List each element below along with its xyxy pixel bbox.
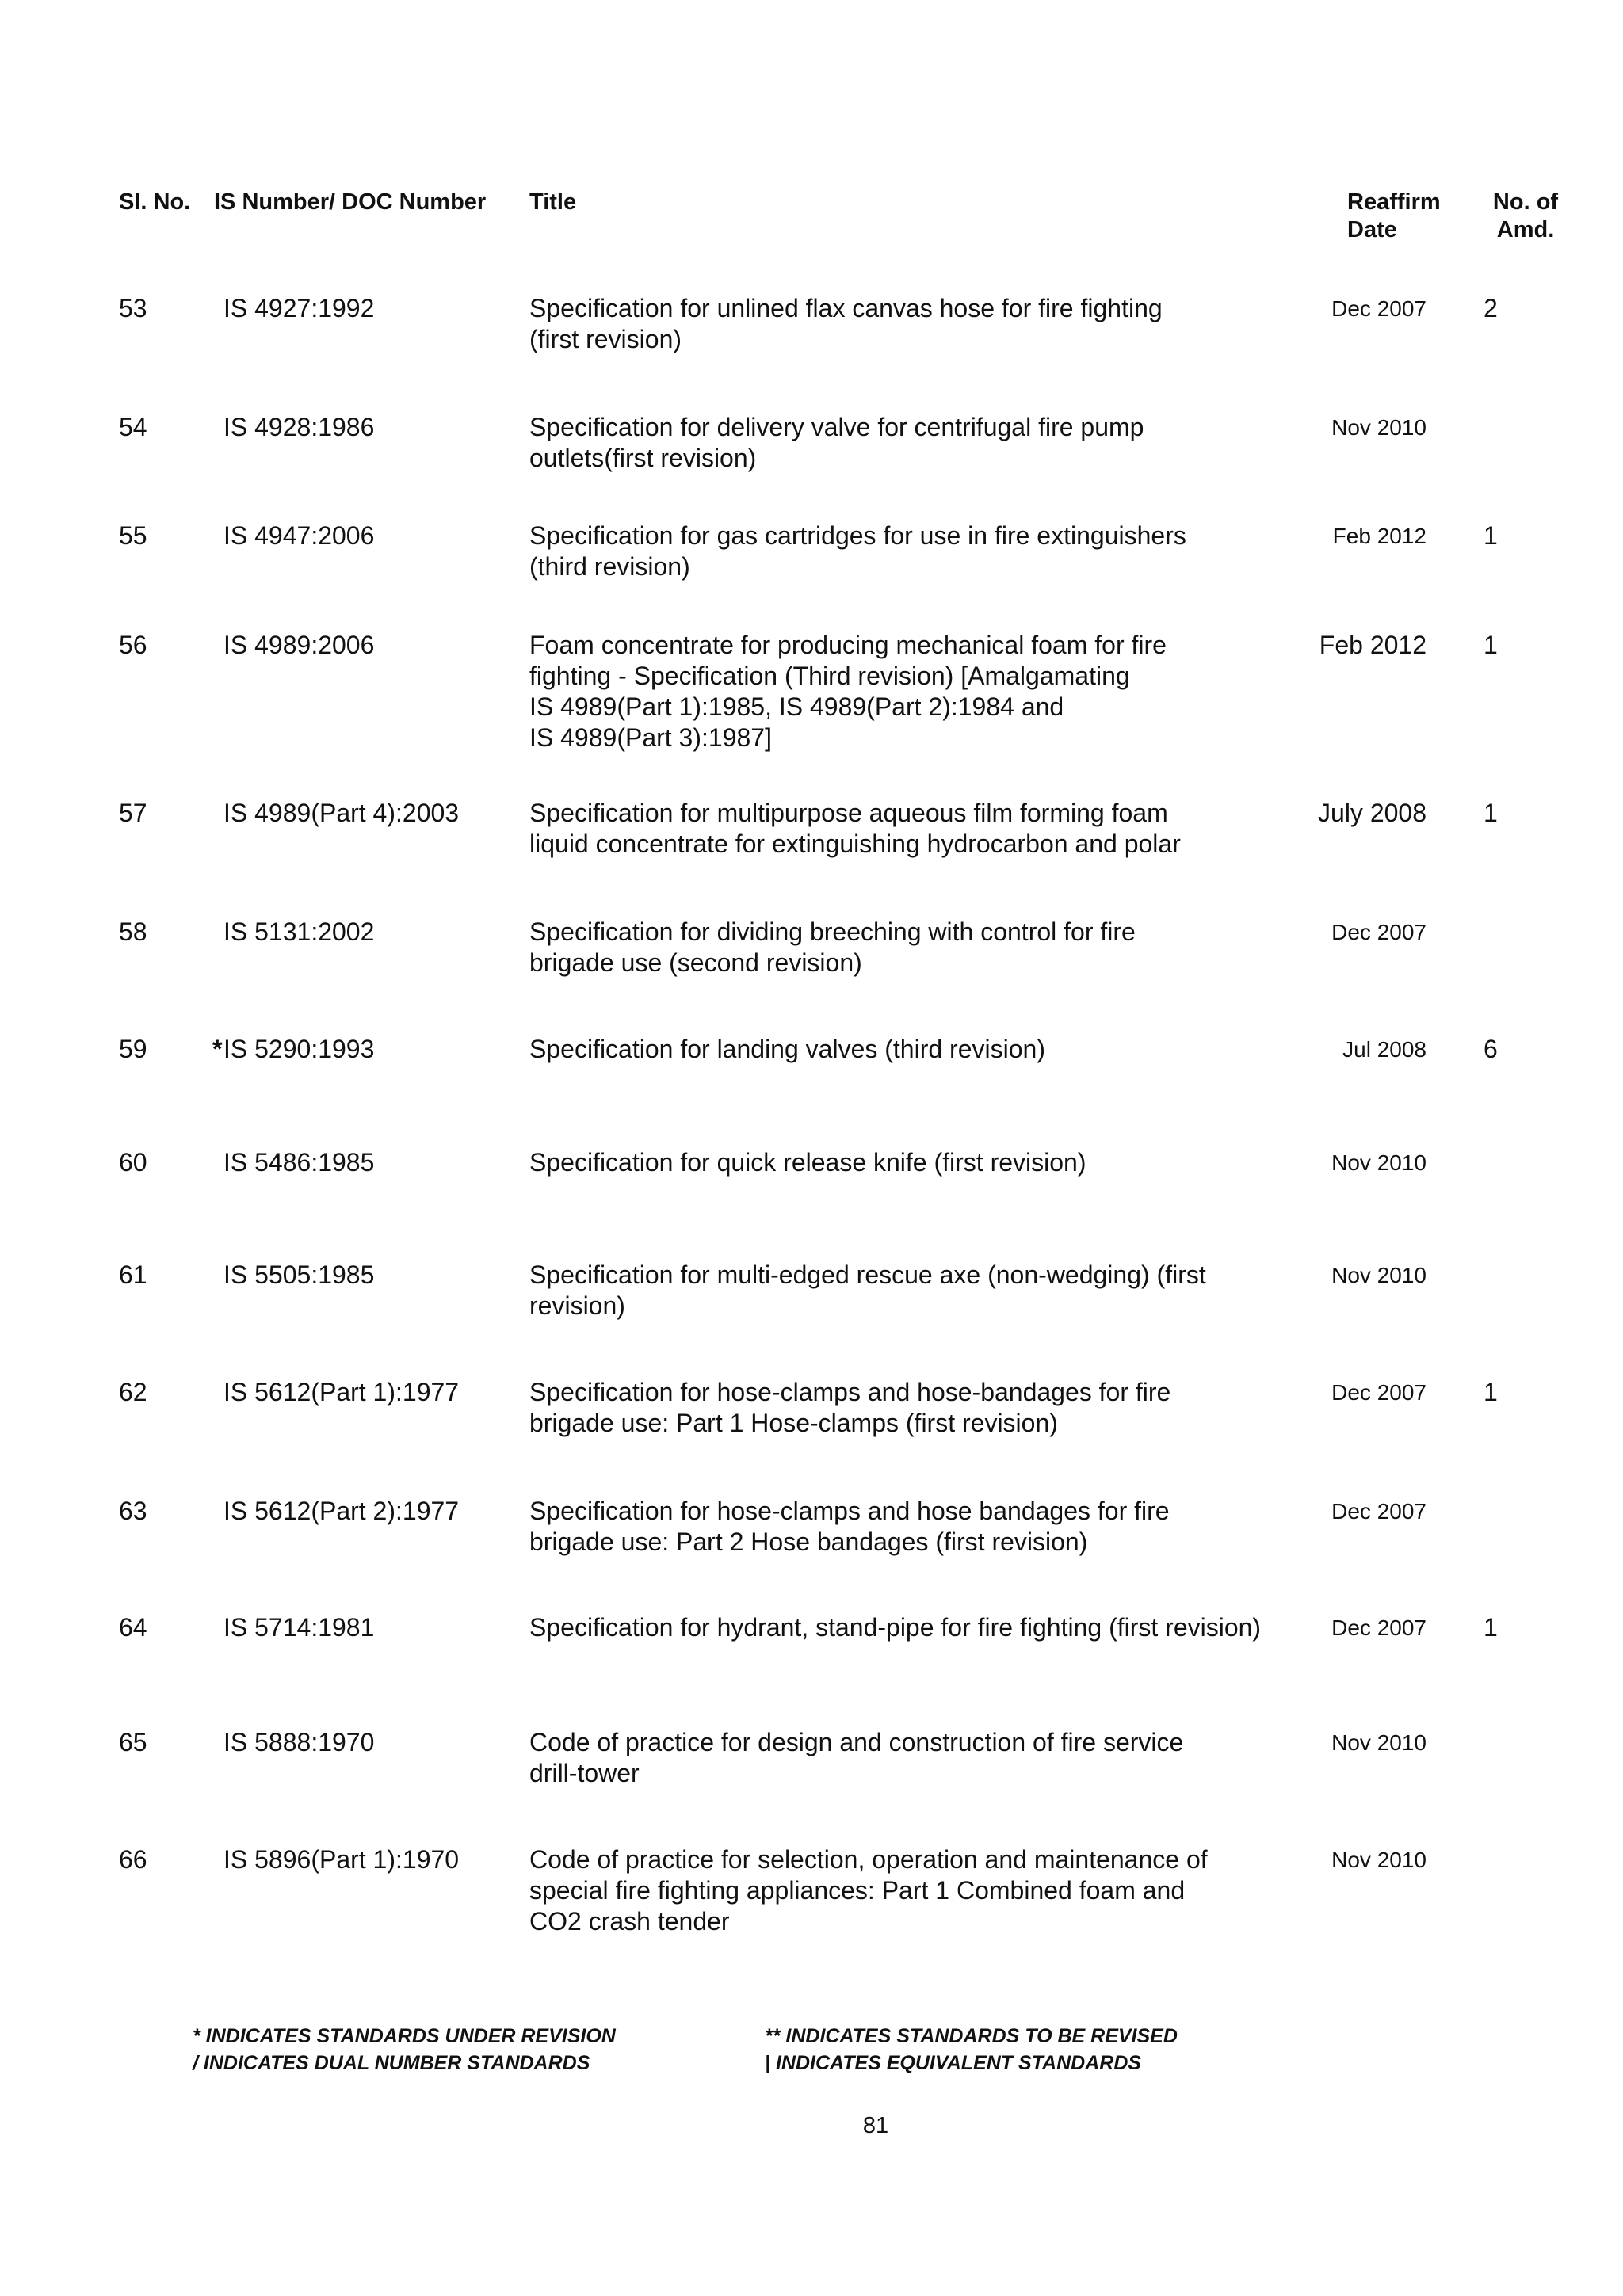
title-line: Specification for hose-clamps and hose bandages for fire	[529, 1497, 1170, 1525]
standard-title	[529, 1612, 1322, 1643]
title-line: drill-tower	[529, 1759, 640, 1787]
title-line: fighting - Specification (Third revision) [Amalgamating	[529, 662, 1130, 690]
sl-number: 61	[119, 1261, 147, 1289]
title-line: Code of practice for selection, operation and maintenance of	[529, 1845, 1208, 1874]
sl-number: 57	[119, 799, 147, 827]
revision-star: *	[212, 1035, 223, 1063]
reaffirm-date: Dec 2007	[1331, 920, 1426, 944]
title-line: Code of practice for design and construction of fire service	[529, 1728, 1184, 1756]
header-amd-line2: Amd.	[1496, 217, 1555, 242]
sl-number: 60	[119, 1148, 147, 1177]
title-line: special fire fighting appliances: Part 1 Combined foam and	[529, 1876, 1186, 1905]
title-line: (third revision)	[529, 552, 690, 581]
title-line: brigade use: Part 1 Hose-clamps (first revision)	[529, 1409, 1058, 1437]
amendment-count: 1	[1484, 799, 1498, 827]
sl-number: 62	[119, 1378, 147, 1406]
sl-number: 54	[119, 413, 147, 441]
title-line: Specification for quick release knife (first revision)	[529, 1148, 1086, 1177]
reaffirm-date: Nov 2010	[1331, 1150, 1426, 1175]
sl-number: 64	[119, 1613, 147, 1642]
title-line: brigade use (second revision)	[529, 948, 862, 977]
standard-title	[529, 1844, 1322, 1937]
sl-number: 56	[119, 631, 147, 659]
title-line: brigade use: Part 2 Hose bandages (first revision)	[529, 1527, 1088, 1556]
amendment-count: 1	[1484, 1378, 1498, 1406]
is-number: IS 5888:1970	[223, 1728, 375, 1756]
header-is-number: IS Number/ DOC Number	[214, 189, 487, 215]
header-sl-no: Sl. No.	[119, 189, 191, 215]
reaffirm-date: Dec 2007	[1331, 296, 1426, 321]
title-line: liquid concentrate for extinguishing hydrocarbon and polar	[529, 830, 1181, 858]
reaffirm-date: Nov 2010	[1331, 1263, 1426, 1287]
reaffirm-date: July 2008	[1318, 799, 1426, 827]
header-no-of-amd	[1474, 189, 1577, 244]
is-number: IS 5505:1985	[223, 1261, 375, 1289]
sl-number: 59	[119, 1035, 147, 1063]
standard-title	[529, 1727, 1322, 1789]
standard-title	[529, 1496, 1322, 1558]
is-number: IS 5290:1993	[223, 1035, 375, 1063]
title-line: Specification for dividing breeching with control for fire	[529, 917, 1136, 946]
title-line: Specification for hydrant, stand-pipe for fire fighting (first revision)	[529, 1613, 1262, 1642]
reaffirm-date: Dec 2007	[1331, 1380, 1426, 1405]
title-line: Specification for hose-clamps and hose-bandages for fire	[529, 1378, 1171, 1406]
sl-number: 65	[119, 1728, 147, 1756]
title-line: Specification for delivery valve for centrifugal fire pump	[529, 413, 1144, 441]
title-line: Foam concentrate for producing mechanical foam for fire	[529, 631, 1167, 659]
is-number: IS 5896(Part 1):1970	[223, 1845, 460, 1874]
is-number: IS 4989:2006	[223, 631, 375, 659]
reaffirm-date: Nov 2010	[1331, 1730, 1426, 1755]
title-line: Specification for landing valves (third revision)	[529, 1035, 1045, 1063]
title-line: CO2 crash tender	[529, 1907, 730, 1936]
is-number: IS 5714:1981	[223, 1613, 375, 1642]
title-line: IS 4989(Part 1):1985, IS 4989(Part 2):1984 and	[529, 692, 1064, 721]
page-number: 81	[862, 2113, 889, 2138]
standard-title	[529, 412, 1322, 474]
is-number: IS 4947:2006	[223, 521, 375, 550]
is-number: IS 4989(Part 4):2003	[223, 799, 460, 827]
title-line: Specification for multipurpose aqueous film forming foam	[529, 799, 1168, 827]
header-reaffirm-date	[1347, 189, 1458, 244]
header-amd-line1: No. of	[1492, 189, 1559, 215]
standard-title	[529, 1147, 1322, 1178]
sl-number: 63	[119, 1497, 147, 1525]
standard-title	[529, 1260, 1322, 1322]
reaffirm-date: Dec 2007	[1331, 1615, 1426, 1640]
title-line: Specification for gas cartridges for use in fire extinguishers	[529, 521, 1186, 550]
standard-title	[529, 798, 1322, 860]
amendment-count: 6	[1484, 1035, 1498, 1063]
reaffirm-date: Dec 2007	[1331, 1499, 1426, 1524]
title-line: IS 4989(Part 3):1987]	[529, 723, 772, 752]
note-to-be-revised: ** INDICATES STANDARDS TO BE REVISED	[765, 2025, 1178, 2047]
amendment-count: 1	[1484, 521, 1498, 550]
amendment-count: 2	[1484, 294, 1498, 322]
title-line: Specification for multi-edged rescue axe (non-wedging) (first	[529, 1261, 1206, 1289]
header-reaffirm-line1: Reaffirm	[1347, 189, 1441, 215]
sl-number: 55	[119, 521, 147, 550]
note-equivalent: | INDICATES EQUIVALENT STANDARDS	[765, 2052, 1142, 2074]
header-title: Title	[529, 189, 577, 215]
amendment-count: 1	[1484, 631, 1498, 659]
note-dual-number: / INDICATES DUAL NUMBER STANDARDS	[193, 2052, 590, 2074]
title-line: revision)	[529, 1291, 625, 1320]
is-number: IS 4927:1992	[223, 294, 375, 322]
sl-number: 58	[119, 917, 147, 946]
standard-title	[529, 630, 1322, 753]
reaffirm-date: Nov 2010	[1331, 415, 1426, 440]
standard-title	[529, 1377, 1322, 1439]
is-number: IS 4928:1986	[223, 413, 375, 441]
is-number: IS 5612(Part 2):1977	[223, 1497, 460, 1525]
is-number: IS 5486:1985	[223, 1148, 375, 1177]
standard-title	[529, 917, 1322, 978]
standard-title	[529, 521, 1322, 582]
is-number: IS 5131:2002	[223, 917, 375, 946]
reaffirm-date: Feb 2012	[1319, 631, 1426, 659]
reaffirm-date: Nov 2010	[1331, 1848, 1426, 1872]
reaffirm-date: Feb 2012	[1332, 524, 1426, 548]
standard-title	[529, 1034, 1322, 1065]
reaffirm-date: Jul 2008	[1342, 1037, 1426, 1062]
is-number: IS 5612(Part 1):1977	[223, 1378, 460, 1406]
sl-number: 66	[119, 1845, 147, 1874]
title-line: Specification for unlined flax canvas hose for fire fighting	[529, 294, 1163, 322]
title-line: outlets(first revision)	[529, 444, 757, 472]
amendment-count: 1	[1484, 1613, 1498, 1642]
header-reaffirm-line2: Date	[1347, 217, 1397, 242]
title-line: (first revision)	[529, 325, 682, 353]
standard-title	[529, 293, 1322, 355]
sl-number: 53	[119, 294, 147, 322]
note-under-revision: * INDICATES STANDARDS UNDER REVISION	[193, 2025, 616, 2047]
